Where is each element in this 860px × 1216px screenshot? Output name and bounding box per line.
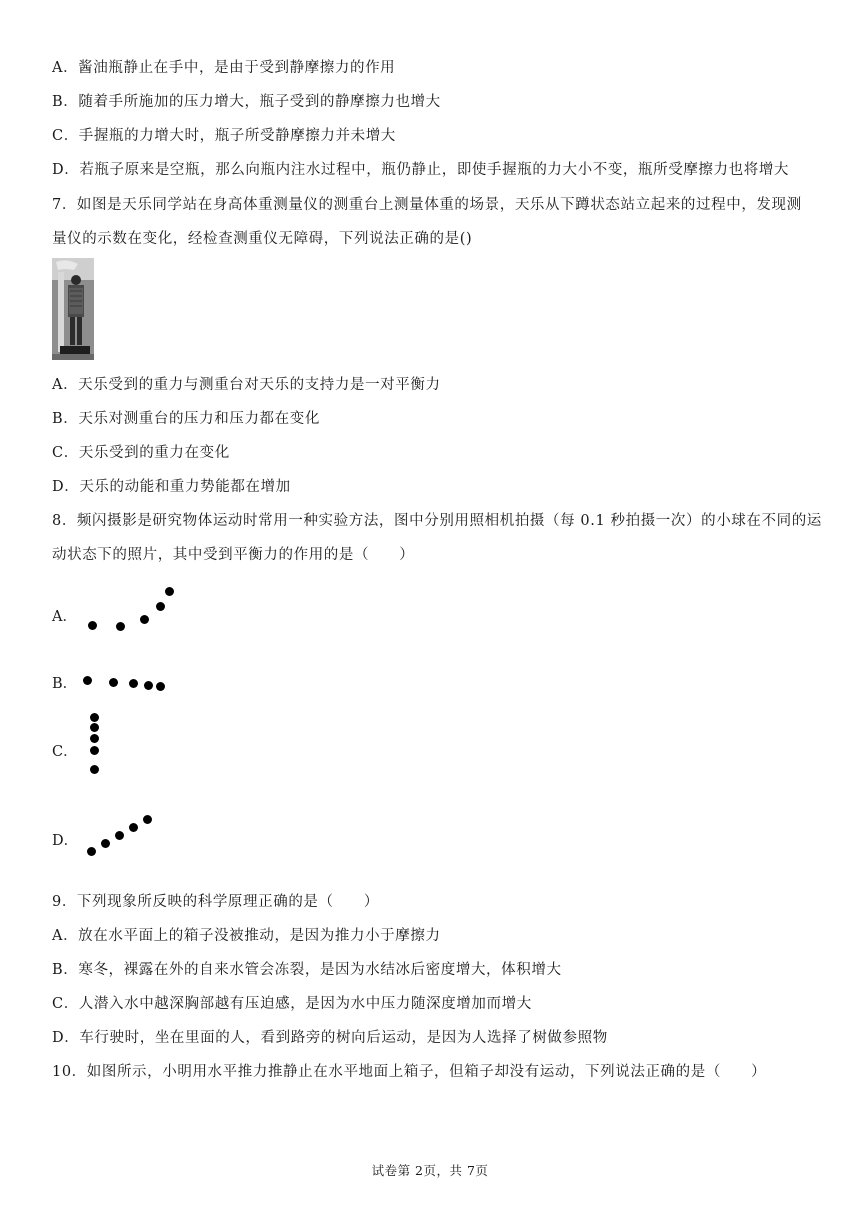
ball-dot xyxy=(156,682,165,691)
q6-option-c: C．手握瓶的力增大时，瓶子所受静摩擦力并未增大 xyxy=(52,128,396,144)
ball-dot xyxy=(90,713,99,722)
q7-stem-line1: 7．如图是天乐同学站在身高体重测量仪的测重台上测量体重的场景，天乐从下蹲状态站立起来的过程中，发现测 xyxy=(52,197,802,213)
q7-option-d: D．天乐的动能和重力势能都在增加 xyxy=(52,479,291,495)
ball-dot xyxy=(90,765,99,774)
q7-option-a: A．天乐受到的重力与测重台对天乐的支持力是一对平衡力 xyxy=(52,377,441,393)
ball-dot xyxy=(101,839,110,848)
q7-option-c: C．天乐受到的重力在变化 xyxy=(52,445,230,461)
q9-option-b: B．寒冬，裸露在外的自来水管会冻裂，是因为水结冰后密度增大，体积增大 xyxy=(52,962,562,978)
q10-stem: 10．如图所示，小明用水平推力推静止在水平地面上箱子，但箱子却没有运动，下列说法正确的是（ ） xyxy=(52,1064,767,1080)
ball-dot xyxy=(140,615,149,624)
ball-dot xyxy=(83,676,92,685)
ball-dot xyxy=(129,679,138,688)
ball-dot xyxy=(129,823,138,832)
q8-option-a-label: A． xyxy=(52,609,77,625)
q7-stem-line2: 量仪的示数在变化，经检查测重仪无障碍，下列说法正确的是() xyxy=(52,231,473,247)
q6-option-d: D．若瓶子原来是空瓶，那么向瓶内注水过程中，瓶仍静止，即使手握瓶的力大小不变，瓶所受摩擦力也将增大 xyxy=(52,162,790,178)
q8-stem-line2: 动状态下的照片，其中受到平衡力的作用的是（ ） xyxy=(52,547,415,563)
page-footer: 试卷第 2页，共 7页 xyxy=(371,1163,489,1178)
ball-dot xyxy=(165,587,174,596)
ball-dot xyxy=(90,723,99,732)
ball-dot xyxy=(156,602,165,611)
q8-option-b-label: B． xyxy=(52,676,78,692)
q6-option-b: B．随着手所施加的压力增大，瓶子受到的静摩擦力也增大 xyxy=(52,94,441,110)
ball-dot xyxy=(143,815,152,824)
q8-stem-line1: 8．频闪摄影是研究物体运动时常用一种实验方法，图中分别用照相机拍摄（每 0.1 秒拍摄一次）的小球在不同的运 xyxy=(52,513,822,529)
q6-option-a: A．酱油瓶静止在手中，是由于受到静摩擦力的作用 xyxy=(52,60,396,76)
q8-option-c-label: C． xyxy=(52,744,78,760)
ball-dot xyxy=(90,746,99,755)
ball-dot xyxy=(87,847,96,856)
q9-option-a: A．放在水平面上的箱子没被推动，是因为推力小于摩擦力 xyxy=(52,928,441,944)
q7-option-b: B．天乐对测重台的压力和压力都在变化 xyxy=(52,411,320,427)
ball-dot xyxy=(144,681,153,690)
q9-option-c: C．人潜入水中越深胸部越有压迫感，是因为水中压力随深度增加而增大 xyxy=(52,996,532,1012)
ball-dot xyxy=(109,678,118,687)
q9-option-d: D．车行驶时，坐在里面的人，看到路旁的树向后运动，是因为人选择了树做参照物 xyxy=(52,1030,608,1046)
scale-photo xyxy=(52,258,94,360)
ball-dot xyxy=(88,621,97,630)
ball-dot xyxy=(116,622,125,631)
q9-stem: 9．下列现象所反映的科学原理正确的是（ ） xyxy=(52,894,379,910)
ball-dot xyxy=(115,831,124,840)
ball-dot xyxy=(90,734,99,743)
q8-option-d-label: D． xyxy=(52,833,79,849)
